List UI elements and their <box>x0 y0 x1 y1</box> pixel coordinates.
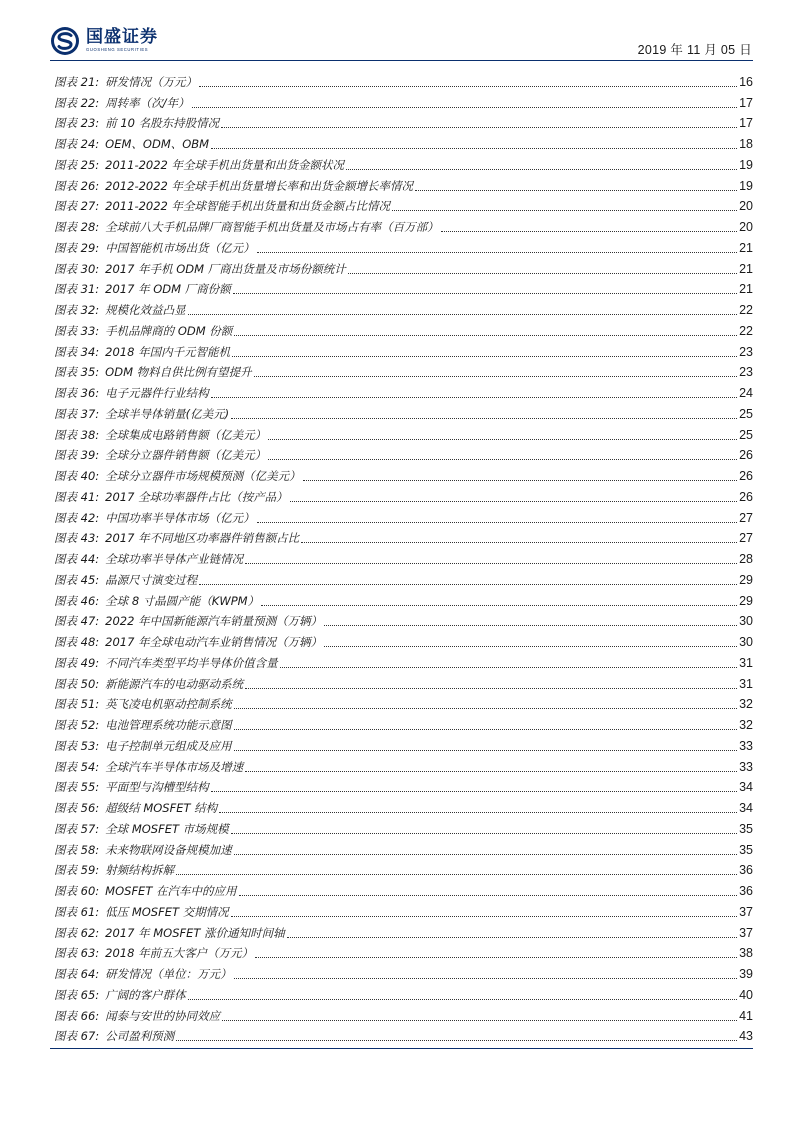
toc-entry[interactable] <box>54 339 753 360</box>
toc-entry-label: 图表 24: <box>54 137 100 151</box>
toc-dot-leader <box>268 459 737 460</box>
toc-entry-label: 图表 48: <box>54 635 100 649</box>
toc-dot-leader <box>231 916 737 917</box>
toc-entry[interactable] <box>54 733 753 754</box>
toc-entry-label: 图表 36: <box>54 386 100 400</box>
toc-dot-leader <box>348 273 737 274</box>
report-date: 2019 年 11 月 05 日 <box>637 43 752 57</box>
toc-entry-title: 全球汽车半导体市场及增速 <box>105 759 244 774</box>
toc-entry-label: 图表 55: <box>54 780 100 795</box>
toc-entry[interactable] <box>54 318 753 339</box>
toc-entry-label: 图表 59: <box>54 863 100 878</box>
toc-entry[interactable] <box>54 920 753 941</box>
toc-entry[interactable] <box>54 463 753 484</box>
toc-dot-leader <box>231 833 737 834</box>
toc-dot-leader <box>239 895 737 896</box>
toc-dot-leader <box>257 252 737 253</box>
toc-entry-page-number: 30 <box>739 635 753 649</box>
toc-entry[interactable] <box>54 878 753 899</box>
toc-entry-label: 图表 32: <box>54 303 100 317</box>
toc-entry[interactable] <box>54 1024 753 1045</box>
toc-entry-page-number: 17 <box>739 95 753 110</box>
toc-entry-page-number: 22 <box>739 303 753 317</box>
toc-entry[interactable] <box>54 567 753 588</box>
toc-dot-leader <box>234 854 737 855</box>
toc-dot-leader <box>254 376 737 377</box>
toc-entry-title: 全球前八大手机品牌厂商智能手机出货量及市场占有率（百万部） <box>105 220 439 234</box>
toc-entry-title: 新能源汽车的电动驱动系统 <box>105 676 244 691</box>
toc-entry-title: 超级结 MOSFET 结构 <box>105 801 218 815</box>
toc-entry-label: 图表 44: <box>54 552 100 566</box>
toc-entry-label: 图表 29: <box>54 240 100 255</box>
toc-entry-title: 2017 年 MOSFET 涨价通知时间轴 <box>105 925 285 940</box>
toc-entry[interactable] <box>54 235 753 256</box>
toc-entry-page-number: 24 <box>739 386 753 400</box>
toc-entry-title: 中国功率半导体市场（亿元） <box>105 510 255 525</box>
toc-dot-leader <box>233 293 737 294</box>
toc-entry-label: 图表 26: <box>54 178 100 193</box>
toc-entry[interactable] <box>54 1003 753 1024</box>
toc-entry-label: 图表 34: <box>54 344 100 359</box>
toc-entry-page-number: 26 <box>739 448 753 463</box>
toc-entry-label: 图表 30: <box>54 261 100 276</box>
toc-dot-leader <box>303 480 737 481</box>
toc-entry[interactable] <box>54 297 753 318</box>
toc-entry-page-number: 37 <box>739 904 753 919</box>
toc-entry-page-number: 25 <box>739 406 753 421</box>
toc-entry-page-number: 35 <box>739 821 753 836</box>
toc-entry-label: 图表 33: <box>54 323 100 338</box>
toc-entry[interactable] <box>54 526 753 547</box>
toc-entry[interactable] <box>54 588 753 609</box>
toc-entry[interactable] <box>54 671 753 692</box>
toc-entry-label: 图表 56: <box>54 801 100 815</box>
toc-dot-leader <box>255 957 737 958</box>
toc-dot-leader <box>232 356 737 357</box>
toc-entry-label: 图表 23: <box>54 116 100 131</box>
company-logo <box>50 24 158 58</box>
toc-dot-leader <box>245 688 737 689</box>
toc-entry-page-number: 38 <box>739 946 753 961</box>
toc-entry-label: 图表 37: <box>54 406 100 421</box>
toc-entry[interactable] <box>54 899 753 920</box>
toc-entry-title: 射频结构拆解 <box>105 863 175 878</box>
toc-entry-label: 图表 35: <box>54 365 100 380</box>
toc-entry-title: 2017 年手机 ODM 厂商出货量及市场份额统计 <box>105 261 346 276</box>
toc-dot-leader <box>234 750 737 751</box>
toc-dot-leader <box>290 501 737 502</box>
toc-entry-title: 闻泰与安世的协同效应 <box>105 1008 221 1023</box>
toc-entry-title: 2017 年不同地区功率器件销售额占比 <box>105 531 300 546</box>
toc-entry-label: 图表 51: <box>54 697 100 712</box>
figure-index-list <box>54 69 753 1044</box>
toc-entry-page-number: 28 <box>739 552 753 566</box>
toc-entry-label: 图表 61: <box>54 904 100 919</box>
toc-entry[interactable] <box>54 152 753 173</box>
toc-entry[interactable] <box>54 111 753 132</box>
toc-dot-leader <box>346 169 737 170</box>
toc-entry-page-number: 20 <box>739 199 753 214</box>
toc-entry-page-number: 31 <box>739 676 753 691</box>
toc-dot-leader <box>211 791 737 792</box>
toc-entry-title: 电子控制单元组成及应用 <box>105 738 232 753</box>
toc-entry-title: 全球功率半导体产业链情况 <box>105 552 244 566</box>
toc-dot-leader <box>257 522 737 523</box>
toc-entry-title: 2011-2022 年全球手机出货量和出货金额状况 <box>105 157 345 172</box>
toc-entry[interactable] <box>54 401 753 422</box>
toc-entry[interactable] <box>54 941 753 962</box>
toc-entry-title: OEM、ODM、OBM <box>105 137 210 151</box>
toc-dot-leader <box>268 439 737 440</box>
toc-dot-leader <box>234 708 737 709</box>
toc-entry-label: 图表 25: <box>54 157 100 172</box>
toc-entry-title: 低压 MOSFET 交期情况 <box>105 904 229 919</box>
toc-entry[interactable] <box>54 484 753 505</box>
toc-entry-title: 2017 全球功率器件占比（按产品） <box>105 489 288 504</box>
toc-entry[interactable] <box>54 858 753 879</box>
toc-entry-page-number: 23 <box>739 344 753 359</box>
toc-dot-leader <box>280 667 737 668</box>
toc-entry-page-number: 22 <box>739 323 753 338</box>
toc-entry[interactable] <box>54 775 753 796</box>
toc-entry-page-number: 35 <box>739 842 753 857</box>
toc-dot-leader <box>211 148 737 149</box>
toc-dot-leader <box>245 771 737 772</box>
toc-entry-page-number: 34 <box>739 780 753 795</box>
toc-entry-page-number: 32 <box>739 718 753 732</box>
toc-entry-label: 图表 57: <box>54 821 100 836</box>
toc-entry-page-number: 29 <box>739 593 753 608</box>
toc-entry-page-number: 31 <box>739 655 753 670</box>
toc-entry-title: 晶源尺寸演变过程 <box>105 572 198 587</box>
logo-english-name: GUOSHENG SECURITIES <box>86 47 149 53</box>
toc-dot-leader <box>234 978 737 979</box>
toc-entry[interactable] <box>54 961 753 982</box>
toc-entry-label: 图表 28: <box>54 220 100 234</box>
toc-entry-title: 全球 8 寸晶圆产能（KWPM） <box>105 593 260 608</box>
toc-entry-label: 图表 42: <box>54 510 100 525</box>
toc-entry-title: ODM 物料自供比例有望提升 <box>105 365 252 380</box>
toc-entry-page-number: 17 <box>739 116 753 131</box>
toc-entry-page-number: 30 <box>739 614 753 629</box>
toc-entry[interactable] <box>54 629 753 650</box>
toc-entry-label: 图表 39: <box>54 448 100 463</box>
toc-entry-title: 研发情况（万元） <box>105 74 198 89</box>
toc-entry-title: 全球半导体销量(亿美元) <box>105 406 230 421</box>
toc-entry-label: 图表 53: <box>54 738 100 753</box>
header-divider <box>50 60 753 61</box>
toc-entry-label: 图表 64: <box>54 967 100 981</box>
toc-entry-page-number: 20 <box>739 220 753 234</box>
toc-entry-label: 图表 50: <box>54 676 100 691</box>
toc-entry-label: 图表 31: <box>54 282 100 297</box>
toc-dot-leader <box>415 190 737 191</box>
toc-entry-page-number: 43 <box>739 1029 753 1044</box>
toc-entry-label: 图表 43: <box>54 531 100 546</box>
toc-entry-page-number: 32 <box>739 697 753 712</box>
toc-entry-label: 图表 45: <box>54 572 100 587</box>
toc-dot-leader <box>301 542 737 543</box>
toc-entry-title: 2018 年前五大客户（万元） <box>105 946 254 961</box>
page-header <box>50 24 752 60</box>
toc-entry-label: 图表 40: <box>54 469 100 483</box>
toc-entry-title: 全球集成电路销售额（亿美元） <box>105 427 267 442</box>
toc-entry-page-number: 25 <box>739 427 753 442</box>
toc-entry-page-number: 40 <box>739 987 753 1002</box>
toc-entry-label: 图表 60: <box>54 884 100 898</box>
toc-entry[interactable] <box>54 360 753 381</box>
toc-dot-leader <box>188 999 737 1000</box>
toc-dot-leader <box>222 1020 737 1021</box>
toc-entry-label: 图表 65: <box>54 987 100 1002</box>
toc-dot-leader <box>234 335 737 336</box>
toc-entry[interactable] <box>54 69 753 90</box>
toc-entry[interactable] <box>54 505 753 526</box>
toc-entry[interactable] <box>54 982 753 1003</box>
toc-entry-page-number: 26 <box>739 469 753 483</box>
toc-entry-title: 2018 年国内千元智能机 <box>105 344 231 359</box>
toc-entry-page-number: 21 <box>739 282 753 297</box>
toc-entry-title: 中国智能机市场出货（亿元） <box>105 240 255 255</box>
toc-entry-page-number: 27 <box>739 510 753 525</box>
toc-entry[interactable] <box>54 816 753 837</box>
toc-entry[interactable] <box>54 194 753 215</box>
toc-entry-title: 手机品牌商的 ODM 份额 <box>105 323 233 338</box>
toc-dot-leader <box>324 625 737 626</box>
toc-entry-label: 图表 21: <box>54 74 100 89</box>
toc-entry-label: 图表 38: <box>54 427 100 442</box>
toc-dot-leader <box>261 605 737 606</box>
toc-entry-label: 图表 49: <box>54 655 100 670</box>
toc-entry-title: 电池管理系统功能示意图 <box>105 718 232 732</box>
toc-entry-title: 英飞凌电机驱动控制系统 <box>105 697 232 712</box>
toc-entry-title: 规模化效益凸显 <box>105 303 186 317</box>
toc-entry-page-number: 39 <box>739 967 753 981</box>
toc-entry-title: 广阔的客户群体 <box>105 987 186 1002</box>
toc-entry-page-number: 19 <box>739 157 753 172</box>
toc-entry[interactable] <box>54 131 753 152</box>
toc-entry-title: 2017 年 ODM 厂商份额 <box>105 282 231 297</box>
toc-entry[interactable] <box>54 90 753 111</box>
toc-dot-leader <box>441 231 737 232</box>
guosheng-logo-icon <box>50 26 80 56</box>
toc-entry[interactable] <box>54 837 753 858</box>
toc-dot-leader <box>221 127 737 128</box>
toc-dot-leader <box>199 584 737 585</box>
toc-entry-page-number: 18 <box>739 137 753 151</box>
toc-entry[interactable] <box>54 380 753 401</box>
toc-entry-page-number: 36 <box>739 884 753 898</box>
toc-entry-label: 图表 52: <box>54 718 100 732</box>
toc-entry-label: 图表 67: <box>54 1029 100 1044</box>
toc-entry-page-number: 36 <box>739 863 753 878</box>
toc-entry-page-number: 34 <box>739 801 753 815</box>
toc-entry-label: 图表 41: <box>54 489 100 504</box>
toc-entry-page-number: 21 <box>739 240 753 255</box>
toc-entry[interactable] <box>54 609 753 630</box>
toc-entry[interactable] <box>54 173 753 194</box>
toc-dot-leader <box>392 210 737 211</box>
toc-entry-label: 图表 47: <box>54 614 100 629</box>
toc-entry-title: 2011-2022 年全球智能手机出货量和出货金额占比情况 <box>105 199 391 214</box>
toc-entry[interactable] <box>54 277 753 298</box>
toc-entry[interactable] <box>54 754 753 775</box>
toc-dot-leader <box>245 563 737 564</box>
toc-entry-page-number: 21 <box>739 261 753 276</box>
toc-entry-title: 电子元器件行业结构 <box>105 386 209 400</box>
toc-entry-title: 全球 MOSFET 市场规模 <box>105 821 229 836</box>
toc-entry-page-number: 16 <box>739 74 753 89</box>
toc-entry-label: 图表 46: <box>54 593 100 608</box>
toc-dot-leader <box>188 314 737 315</box>
toc-entry-title: 全球分立器件市场规模预测（亿美元） <box>105 469 301 483</box>
toc-entry-title: 不同汽车类型平均半导体价值含量 <box>105 655 278 670</box>
toc-dot-leader <box>199 86 737 87</box>
toc-entry[interactable] <box>54 443 753 464</box>
toc-entry-title: 2012-2022 年全球手机出货量增长率和出货金额增长率情况 <box>105 178 414 193</box>
toc-entry-page-number: 37 <box>739 925 753 940</box>
toc-entry-page-number: 29 <box>739 572 753 587</box>
toc-entry-title: 2022 年中国新能源汽车销量预测（万辆） <box>105 614 323 629</box>
toc-dot-leader <box>176 874 737 875</box>
toc-entry-title: 平面型与沟槽型结构 <box>105 780 209 795</box>
toc-dot-leader <box>234 729 737 730</box>
toc-entry-label: 图表 62: <box>54 925 100 940</box>
toc-entry-label: 图表 27: <box>54 199 100 214</box>
toc-entry-page-number: 33 <box>739 759 753 774</box>
toc-entry-page-number: 23 <box>739 365 753 380</box>
toc-dot-leader <box>176 1040 737 1041</box>
toc-entry-title: 研发情况（单位：万元） <box>105 967 232 981</box>
logo-chinese-name: 国盛证券 <box>86 27 158 48</box>
toc-entry-title: 未来物联网设备规模加速 <box>105 842 232 857</box>
toc-entry[interactable] <box>54 546 753 567</box>
toc-entry-label: 图表 58: <box>54 842 100 857</box>
toc-entry-title: 周转率（次/年） <box>105 95 190 110</box>
toc-dot-leader <box>324 646 737 647</box>
toc-dot-leader <box>231 418 737 419</box>
toc-dot-leader <box>219 812 737 813</box>
toc-entry[interactable] <box>54 692 753 713</box>
toc-entry[interactable] <box>54 256 753 277</box>
toc-dot-leader <box>192 107 737 108</box>
toc-entry-label: 图表 54: <box>54 759 100 774</box>
toc-entry-page-number: 41 <box>739 1008 753 1023</box>
toc-entry[interactable] <box>54 650 753 671</box>
toc-entry[interactable] <box>54 795 753 816</box>
toc-entry-title: MOSFET 在汽车中的应用 <box>105 884 237 898</box>
toc-entry[interactable] <box>54 214 753 235</box>
toc-entry-label: 图表 66: <box>54 1008 100 1023</box>
toc-dot-leader <box>287 937 737 938</box>
toc-entry-title: 2017 年全球电动汽车业销售情况（万辆） <box>105 635 323 649</box>
toc-entry-label: 图表 63: <box>54 946 100 961</box>
toc-entry-title: 前 10 名股东持股情况 <box>105 116 220 131</box>
toc-dot-leader <box>211 397 737 398</box>
toc-entry-page-number: 19 <box>739 178 753 193</box>
toc-entry-page-number: 33 <box>739 738 753 753</box>
toc-entry-title: 全球分立器件销售额（亿美元） <box>105 448 267 463</box>
toc-entry-title: 公司盈利预测 <box>105 1029 175 1044</box>
toc-entry-page-number: 26 <box>739 489 753 504</box>
toc-entry[interactable] <box>54 422 753 443</box>
toc-entry-page-number: 27 <box>739 531 753 546</box>
toc-entry[interactable] <box>54 712 753 733</box>
toc-entry-label: 图表 22: <box>54 95 100 110</box>
footer-divider <box>50 1048 753 1049</box>
